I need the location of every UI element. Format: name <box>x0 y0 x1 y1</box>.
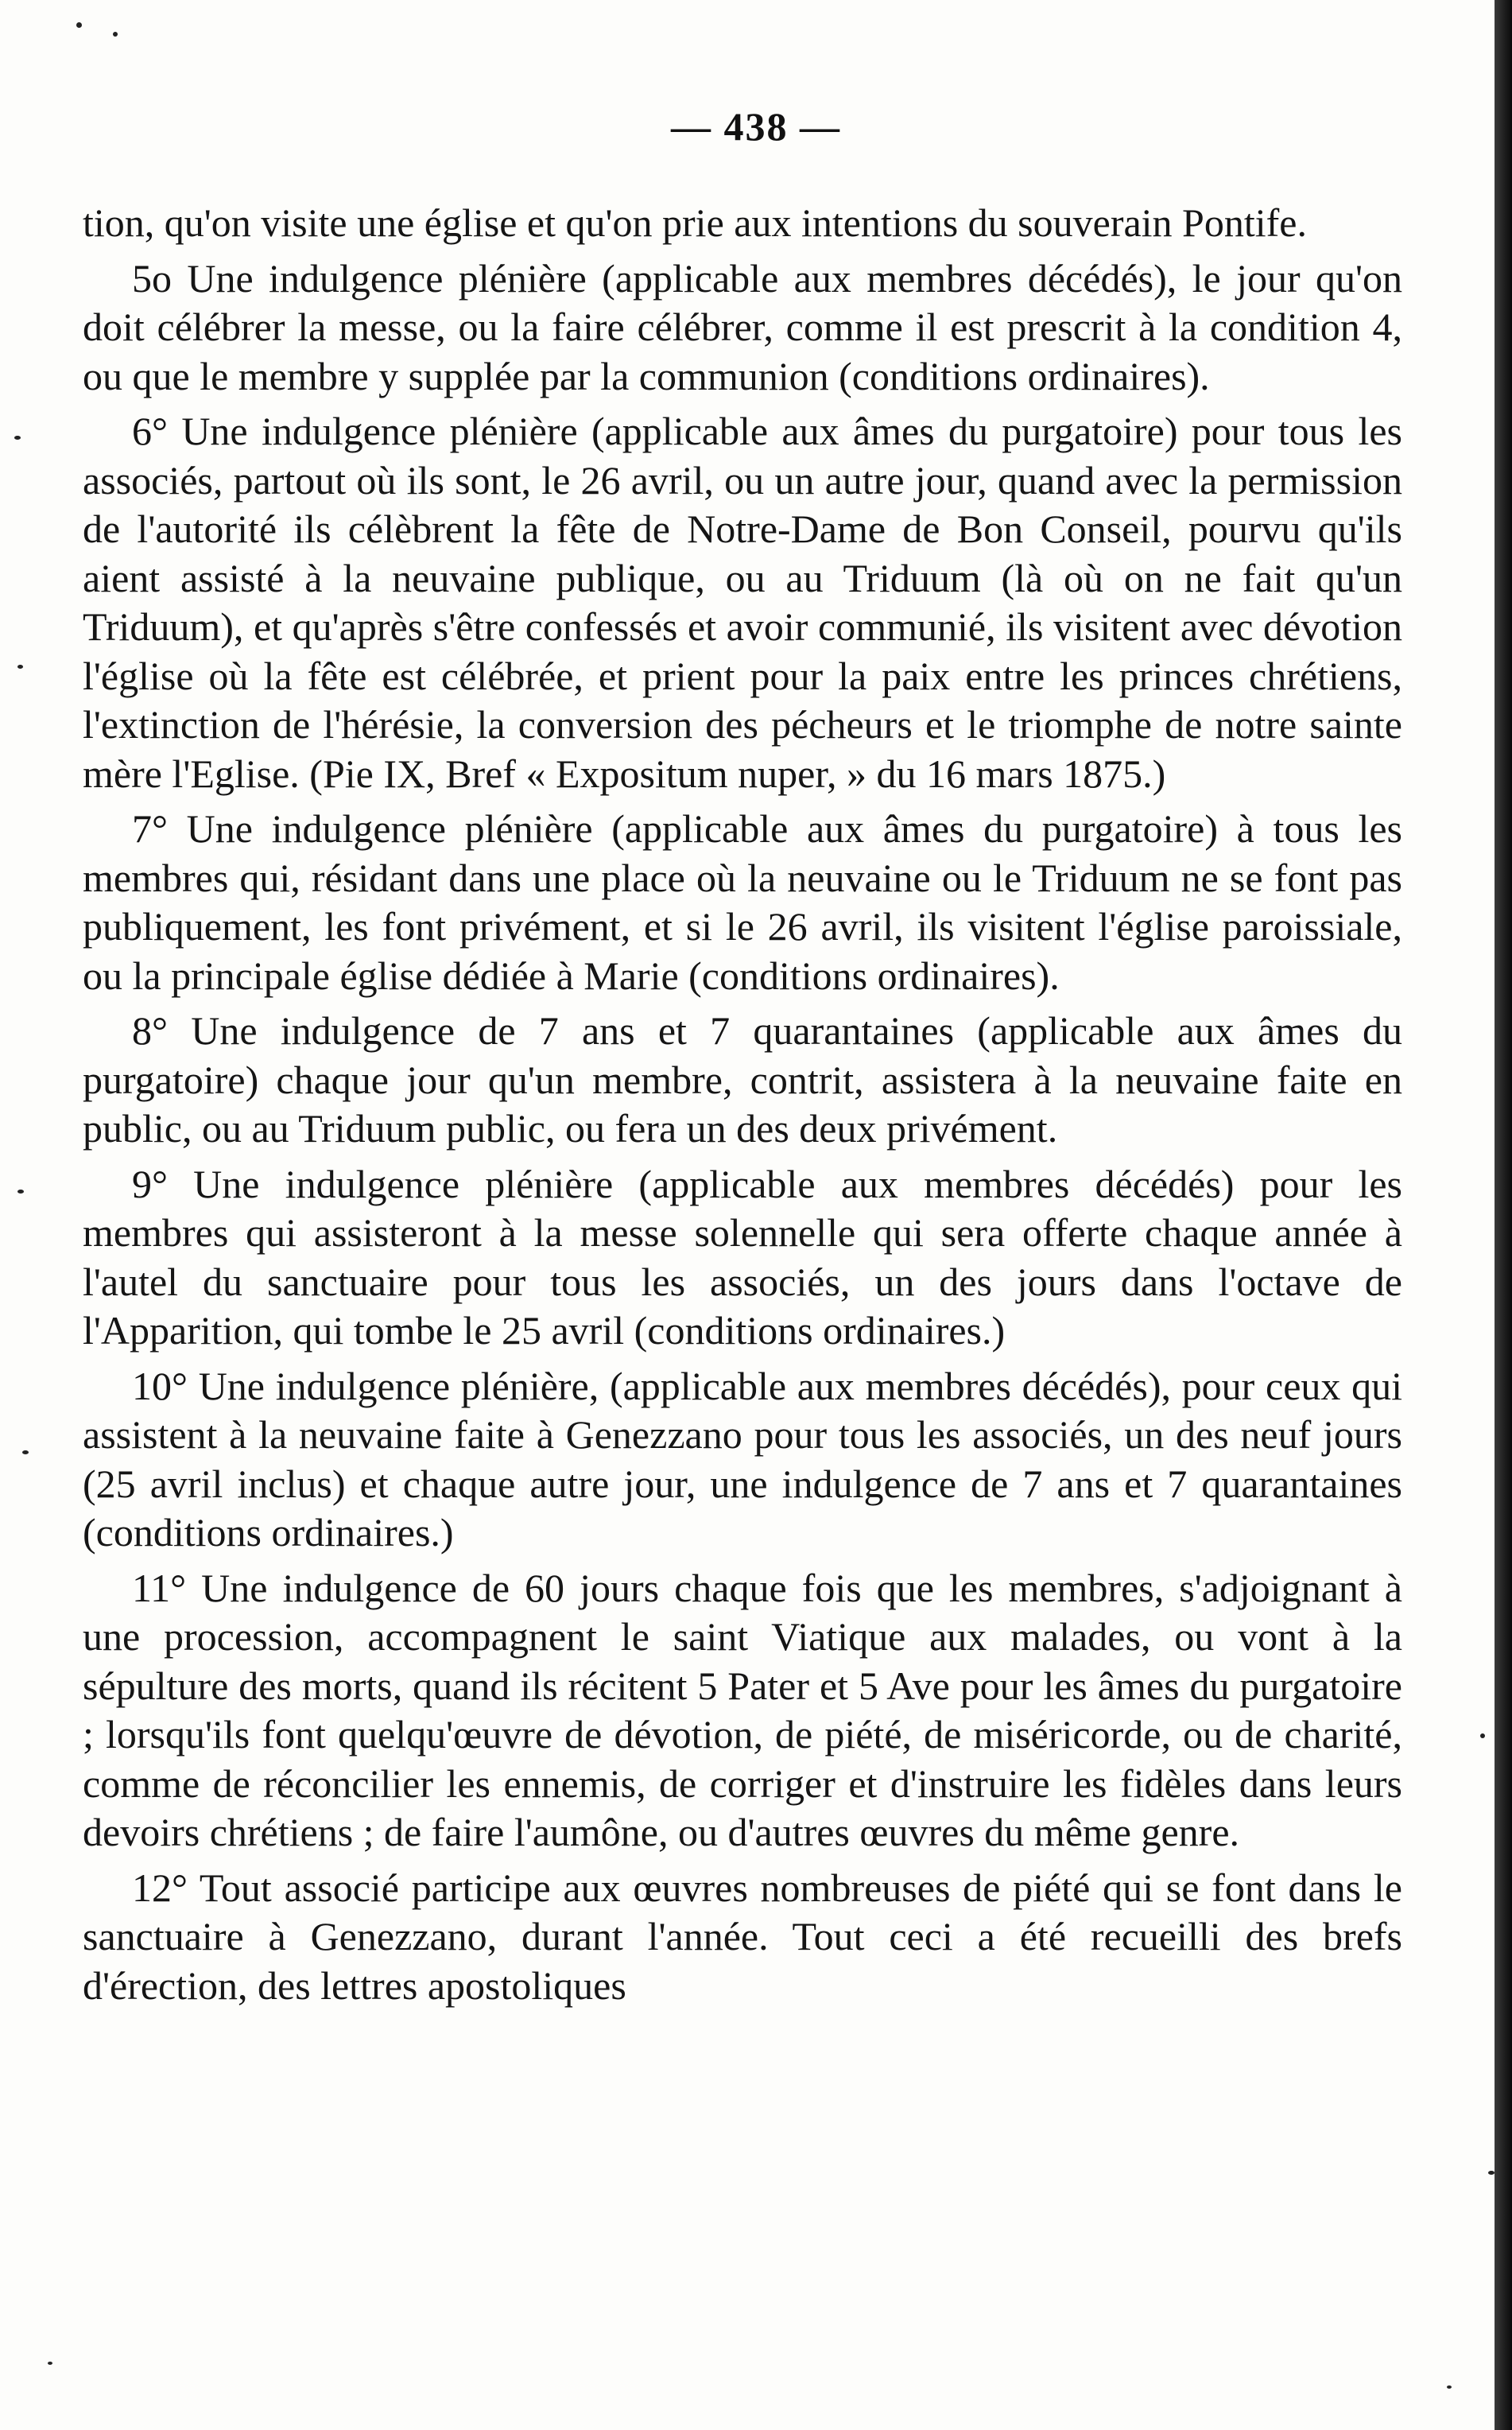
page-text-body <box>83 199 1402 2010</box>
paragraph-item-9: 9° Une indulgence plénière (applicable aux membres décédés) pour les membres qui assisteront à la messe solennelle qui sera offerte chaque année à l'autel du sanctuaire pour tous les associés, un des jours dans l'octave de l'Apparition, qui tombe le 25 avril (conditions ordinaires.) <box>83 1161 1402 1353</box>
scan-speck <box>17 1190 24 1194</box>
scan-speck <box>17 665 23 669</box>
paragraph-item-6: 6° Une indulgence plénière (applicable aux âmes du purgatoire) pour tous les associés, partout où ils sont, le 26 avril, ou un autre jour, quand avec la permission de l'autorité ils célèbrent la fête de Notre-Dame de Bon Conseil, pourvu qu'ils aient assisté à la neuvaine publique, ou au Triduum (là où on ne fait qu'un Triduum), et qu'après s'être confessés et avoir communié, ils visitent avec dévotion l'église où la fête est célébrée, et prient pour la paix entre les princes chrétiens, l'extinction de l'hérésie, la conversion des pécheurs et le triomphe de notre sainte mère l'Eglise. (Pie IX, Bref « Expositum nuper, » du 16 mars 1875.) <box>83 409 1402 796</box>
scan-speck <box>1447 2385 1452 2389</box>
page-number: — 438 — <box>671 104 841 149</box>
paragraph-item-8: 8° Une indulgence de 7 ans et 7 quarantaines (applicable aux âmes du purgatoire) chaque jour qu'un membre, contrit, assistera à la neuvaine faite en public, ou au Triduum public, ou fera un des deux privément. <box>83 1008 1402 1151</box>
page-edge-shadow <box>1495 0 1512 2430</box>
paragraph-item-5: 5o Une indulgence plénière (applicable aux membres décédés), le jour qu'on doit célébrer la messe, ou la faire célébrer, comme il est prescrit à la condition 4, ou que le membre y supplée par la communion (conditions ordinaires). <box>83 255 1402 398</box>
paragraph-continuation: tion, qu'on visite une église et qu'on prie aux intentions du souverain Pontife. <box>83 200 1307 245</box>
paragraph-item-7: 7° Une indulgence plénière (applicable aux âmes du purgatoire) à tous les membres qui, résidant dans une place où la neuvaine ou le Triduum ne se font pas publiquement, les font privément, et si le 26 avril, ils visitent l'église paroissiale, ou la principale église dédiée à Marie (conditions ordinaires). <box>83 806 1402 998</box>
scan-speck <box>48 2362 52 2365</box>
paragraph-item-11: 11° Une indulgence de 60 jours chaque fois que les membres, s'adjoignant à une procession, accompagnent le saint Viatique aux malades, ou vont à la sépulture des morts, quand ils récitent 5 Pater et 5 Ave pour les âmes du purgatoire ; lorsqu'ils font quelqu'œuvre de dévotion, de piété, de miséricorde, ou de charité, comme de réconcilier les ennemis, de corriger et d'instruire les fidèles dans leurs devoirs chrétiens ; de faire l'aumône, ou d'autres œuvres du même genre. <box>83 1565 1402 1854</box>
scan-speck <box>76 22 82 28</box>
scan-speck <box>1488 2171 1495 2175</box>
scan-speck <box>113 32 118 37</box>
scan-speck <box>14 436 21 440</box>
scan-speck <box>1480 1733 1485 1738</box>
paragraph-item-12: 12° Tout associé participe aux œuvres nombreuses de piété qui se font dans le sanctuaire à Genezzano, durant l'année. Tout ceci a été recueilli des brefs d'érection, des lettres apostoliques <box>83 1865 1402 2008</box>
scan-speck <box>22 1450 29 1454</box>
paragraph-item-10: 10° Une indulgence plénière, (applicable aux membres décédés), pour ceux qui assistent à la neuvaine faite à Genezzano pour tous les associés, un des neuf jours (25 avril inclus) et chaque autre jour, une indulgence de 7 ans et 7 quarantaines (conditions ordinaires.) <box>83 1363 1402 1555</box>
